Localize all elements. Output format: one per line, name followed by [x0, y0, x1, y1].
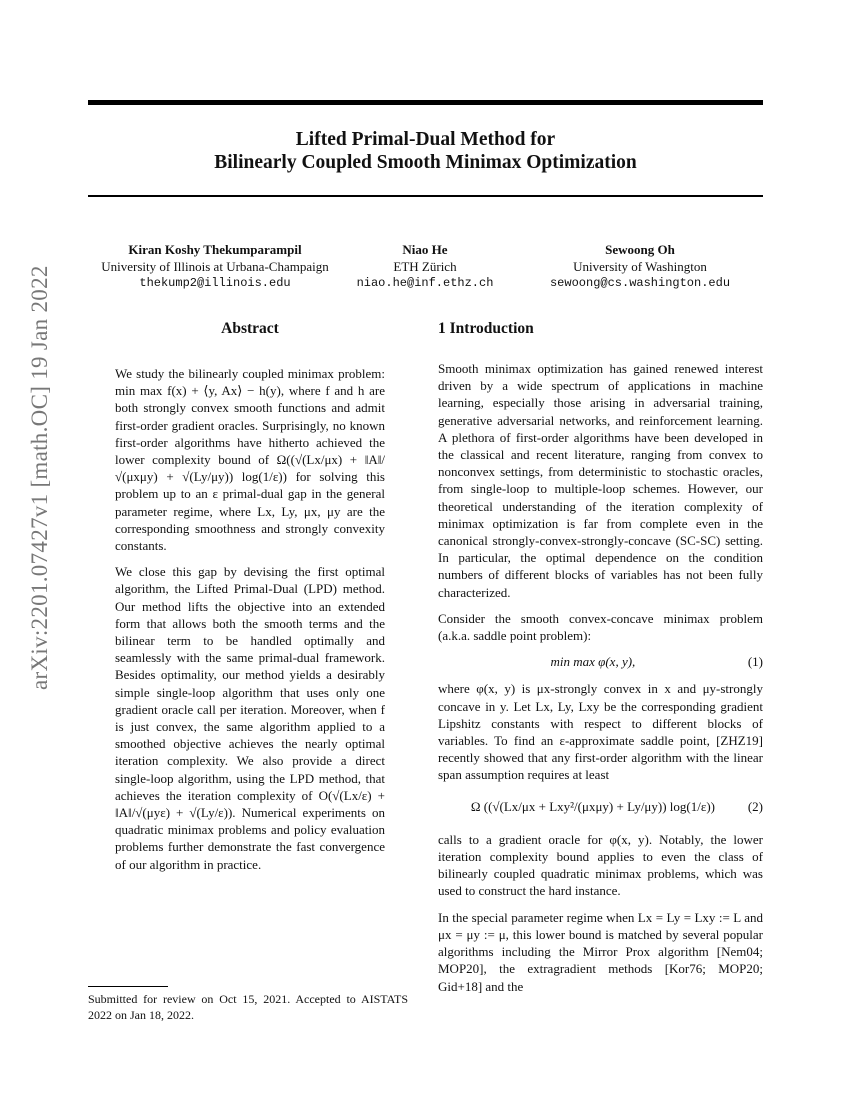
arxiv-stamp: arXiv:2201.07427v1 [math.OC] 19 Jan 2022: [27, 265, 52, 690]
title-bottom-rule: [88, 195, 763, 197]
abstract-paragraph-2: We close this gap by devising the first optimal algorithm, the Lifted Primal-Dual (LPD) method. Our method lifts the objective into an extended form that allows both the smooth terms and the bilinear term to be handled optimally and seamlessly with the same primal-dual framework. Besides optimality, our method yields a desirably simple single-loop algorithm that uses only one gradient oracle call per iteration. Moreover, when f is just convex, the same algorithm applied to a smoothed objective achieves the nearly optimal iteration complexity. We also provide a direct single-loop algorithm, using the LPD method, that achieves the iteration complexity of O(√(Lx/ε) + ‖A‖/√(μyε) + √(Ly/ε)). Numerical experiments on quadratic minimax problems and policy evaluation problems further demonstrate the fast convergence of our algorithm in practice.: [115, 564, 385, 872]
author-3: [530, 241, 750, 292]
intro-paragraph-5: In the special parameter regime when Lx = Ly = Lxy := L and μx = μy := μ, this lower bound is matched by several popular algorithms including the Mirror Prox algorithm [Nem04; MOP20], the extragradient methods [Kor76; MOP20; Gid+18] and the: [438, 909, 763, 994]
author-email: niao.he@inf.ethz.ch: [356, 276, 494, 290]
footnote-rule: [88, 986, 168, 987]
equation-1-body: min max φ(x, y),: [550, 654, 636, 670]
author-email: thekump2@illinois.edu: [139, 276, 291, 290]
abstract-body: [115, 365, 385, 882]
abstract-paragraph-1: [115, 365, 385, 554]
introduction-body: [438, 360, 763, 1004]
author-name: Sewoong Oh: [605, 242, 675, 257]
introduction-heading: 1 Introduction: [438, 320, 534, 337]
equation-2: [438, 798, 763, 815]
title-top-rule: [88, 100, 763, 105]
footnote: Submitted for review on Oct 15, 2021. Accepted to AISTATS 2022 on Jan 18, 2022.: [88, 992, 408, 1022]
author-1: [60, 241, 370, 292]
abstract-heading: Abstract: [221, 320, 279, 337]
equation-2-body: Ω ((√(Lx/μx + Lxy²/(μxμy) + Ly/μy)) log(1/ε)): [470, 798, 715, 814]
equation-1-label: (1): [747, 654, 763, 670]
abstract-text: We study the bilinearly coupled minimax problem: min: [115, 366, 385, 399]
author-name: Niao He: [402, 242, 448, 257]
title-line-2: Bilinearly Coupled Smooth Minimax Optimization: [214, 152, 637, 173]
equation-1: [438, 653, 763, 670]
author-affiliation: ETH Zürich: [393, 259, 457, 274]
title-line-1: Lifted Primal-Dual Method for: [295, 129, 556, 150]
author-affiliation: University of Illinois at Urbana-Champaign: [101, 259, 329, 274]
author-name: Kiran Koshy Thekumparampil: [128, 242, 302, 257]
author-2: [345, 241, 505, 292]
equation-2-label: (2): [747, 798, 763, 814]
intro-paragraph-2: Consider the smooth convex-concave minimax problem (a.k.a. saddle point problem):: [438, 610, 763, 644]
abstract-text: f(x) + ⟨y, Ax⟩ − h(y), where f and h are both strongly convex smooth functions and admit first-order gradient oracles. Surprisingly, no known first-order algorithms have hitherto achieved the lower complexity bound of Ω((√(Lx/μx) + ‖A‖/√(μxμy) + √(Ly/μy)) log(1/ε)) for solving this problem up to an ε primal-dual gap in the general parameter regime, where Lx, Ly, μx, μy are the corresponding smoothness and strongly convexity constants.: [115, 383, 386, 554]
author-affiliation: University of Washington: [573, 259, 707, 274]
intro-paragraph-1: Smooth minimax optimization has gained renewed interest driven by a wide spectrum of applications in machine learning, especially those arising in adversarial training, generative adversarial networks, and reinforcement learning. A plethora of first-order algorithms have been developed in the classical and recent literature, ranging from convex to nonconvex settings, from deterministic to stochastic oracles, from single-loop to multiple-loop schemes. However, our theoretical understanding of the iteration complexity of minimax optimization is far from complete even in the canonical strongly-convex-strongly-concave (SC-SC) setting. In particular, the optimal dependence on the condition numbers of different blocks of variables has not been fully characterized.: [438, 361, 763, 600]
intro-paragraph-3: where φ(x, y) is μx-strongly convex in x and μy-strongly concave in y. Let Lx, Ly, Lxy be the corresponding gradient Lipshitz constants with respect to different blocks of variables. To find an ε-approximate saddle point, [ZHZ19] recently showed that any first-order algorithm with the linear span assumption requires at least: [438, 681, 763, 783]
paper-title: [88, 128, 763, 174]
abstract-formula: max: [139, 383, 163, 399]
author-email: sewoong@cs.washington.edu: [549, 276, 731, 290]
intro-paragraph-4: calls to a gradient oracle for φ(x, y). Notably, the lower iteration complexity bound applies to even the class of bilinearly coupled quadratic minimax problems, which was used to construct the hard instance.: [438, 831, 763, 899]
